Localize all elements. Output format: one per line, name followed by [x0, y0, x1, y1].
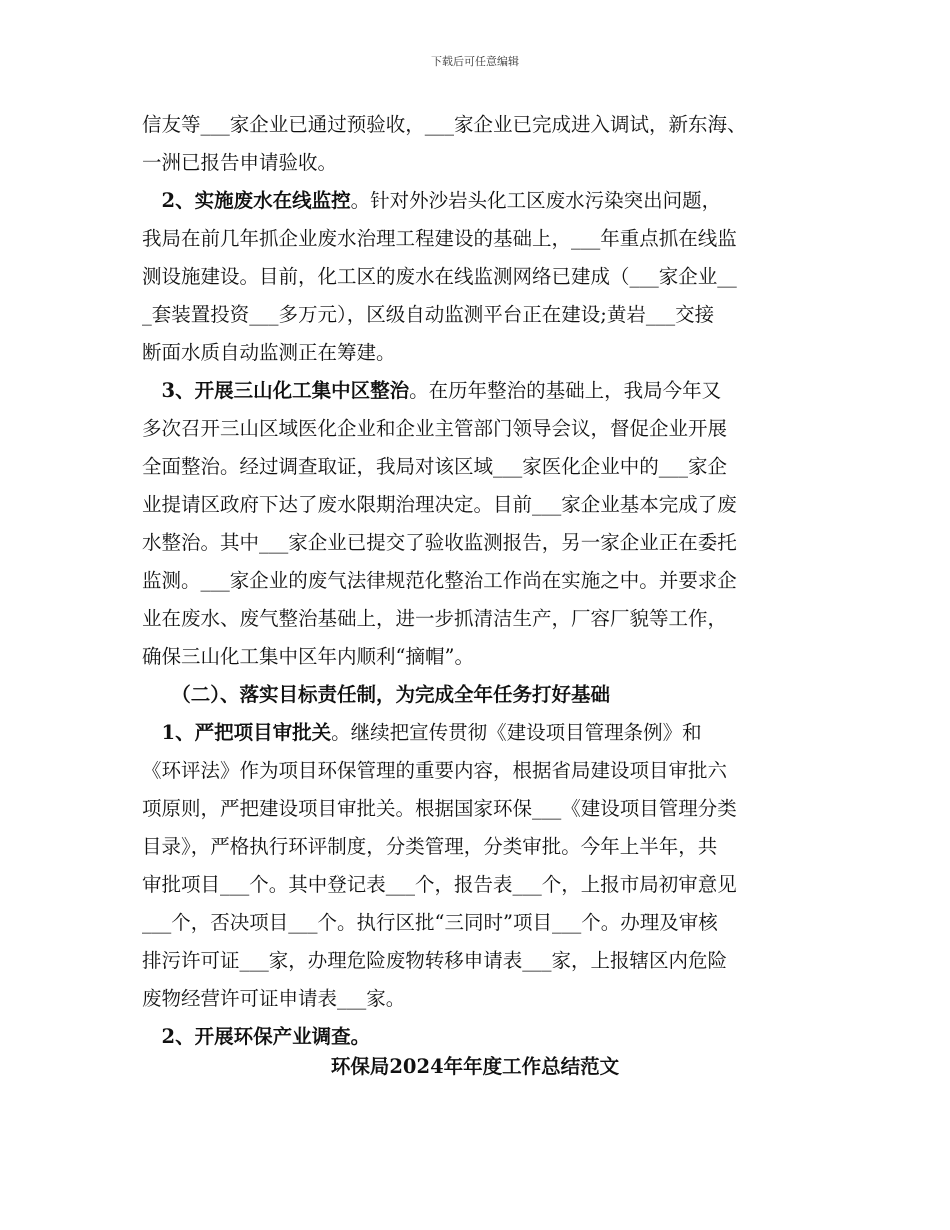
text-line: 断面水质自动监测正在筹建。 — [142, 341, 396, 364]
text-line: 2、实施废水在线监控。针对外沙岩头化工区废水污染突出问题， — [142, 189, 722, 212]
text-line: 《环评法》作为项目环保管理的重要内容，根据省局建设项目审批六 — [142, 759, 728, 782]
text-line: 水整治。其中___家企业已提交了验收监测报告，另一家企业正在委托 — [142, 531, 737, 554]
section-heading: 2、开展环保产业调查。 — [142, 1025, 371, 1048]
page-header: 下载后可任意编辑 — [431, 55, 519, 68]
section-heading: （二）、落实目标责任制，为完成全年任务打好基础 — [142, 683, 611, 706]
section-heading: 1、严把项目审批关 — [142, 721, 332, 744]
text-line: 全面整治。经过调查取证，我局对该区域___家医化企业中的___家企 — [142, 455, 728, 478]
text-line: 监测。___家企业的废气法律规范化整治工作尚在实施之中。并要求企 — [142, 569, 737, 592]
document-title: 环保局2024年年度工作总结范文 — [330, 1055, 620, 1078]
text-line: 信友等___家企业已通过预验收，___家企业已完成进入调试，新东海、 — [142, 113, 747, 136]
text-line: 测设施建设。目前，化工区的废水在线监测网络已建成（___家企业__ — [142, 265, 737, 288]
document-body — [142, 106, 818, 1056]
text-line: ___个，否决项目___个。执行区批“三同时”项目___个。办理及审核 — [142, 911, 718, 934]
text-line: 业提请区政府下达了废水限期治理决定。目前___家企业基本完成了废 — [142, 493, 737, 516]
text-line: 项原则，严把建设项目审批关。根据国家环保___《建设项目管理分类 — [142, 797, 737, 820]
text-line: 3、开展三山化工集中区整治。在历年整治的基础上，我局今年又 — [142, 379, 722, 402]
text-line: _套装置投资___多万元），区级自动监测平台正在建设;黄岩___交接 — [142, 303, 715, 326]
text-line: 业在废水、废气整治基础上，进一步抓清洁生产，厂容厂貌等工作， — [142, 607, 728, 630]
text-line: 多次召开三山区域医化企业和企业主管部门领导会议，督促企业开展 — [142, 417, 728, 440]
text-line: 1、严把项目审批关。继续把宣传贯彻《建设项目管理条例》和 — [142, 721, 702, 744]
text-line: 我局在前几年抓企业废水治理工程建设的基础上，___年重点抓在线监 — [142, 227, 737, 250]
text-line: 确保三山化工集中区年内顺利“摘帽”。 — [142, 645, 474, 668]
text-line: 一洲已报告申请验收。 — [142, 151, 338, 174]
text-line: 排污许可证___家，办理危险废物转移申请表___家，上报辖区内危险 — [142, 949, 728, 972]
text-line: 审批项目___个。其中登记表___个，报告表___个，上报市局初审意见 — [142, 873, 737, 896]
text-line — [142, 676, 818, 714]
text-line: 废物经营许可证申请表___家。 — [142, 987, 406, 1010]
section-heading: 2、实施废水在线监控 — [142, 189, 351, 212]
text-line: 目录》，严格执行环评制度，分类管理，分类审批。今年上半年，共 — [142, 835, 718, 858]
section-heading: 3、开展三山化工集中区整治 — [142, 379, 410, 402]
